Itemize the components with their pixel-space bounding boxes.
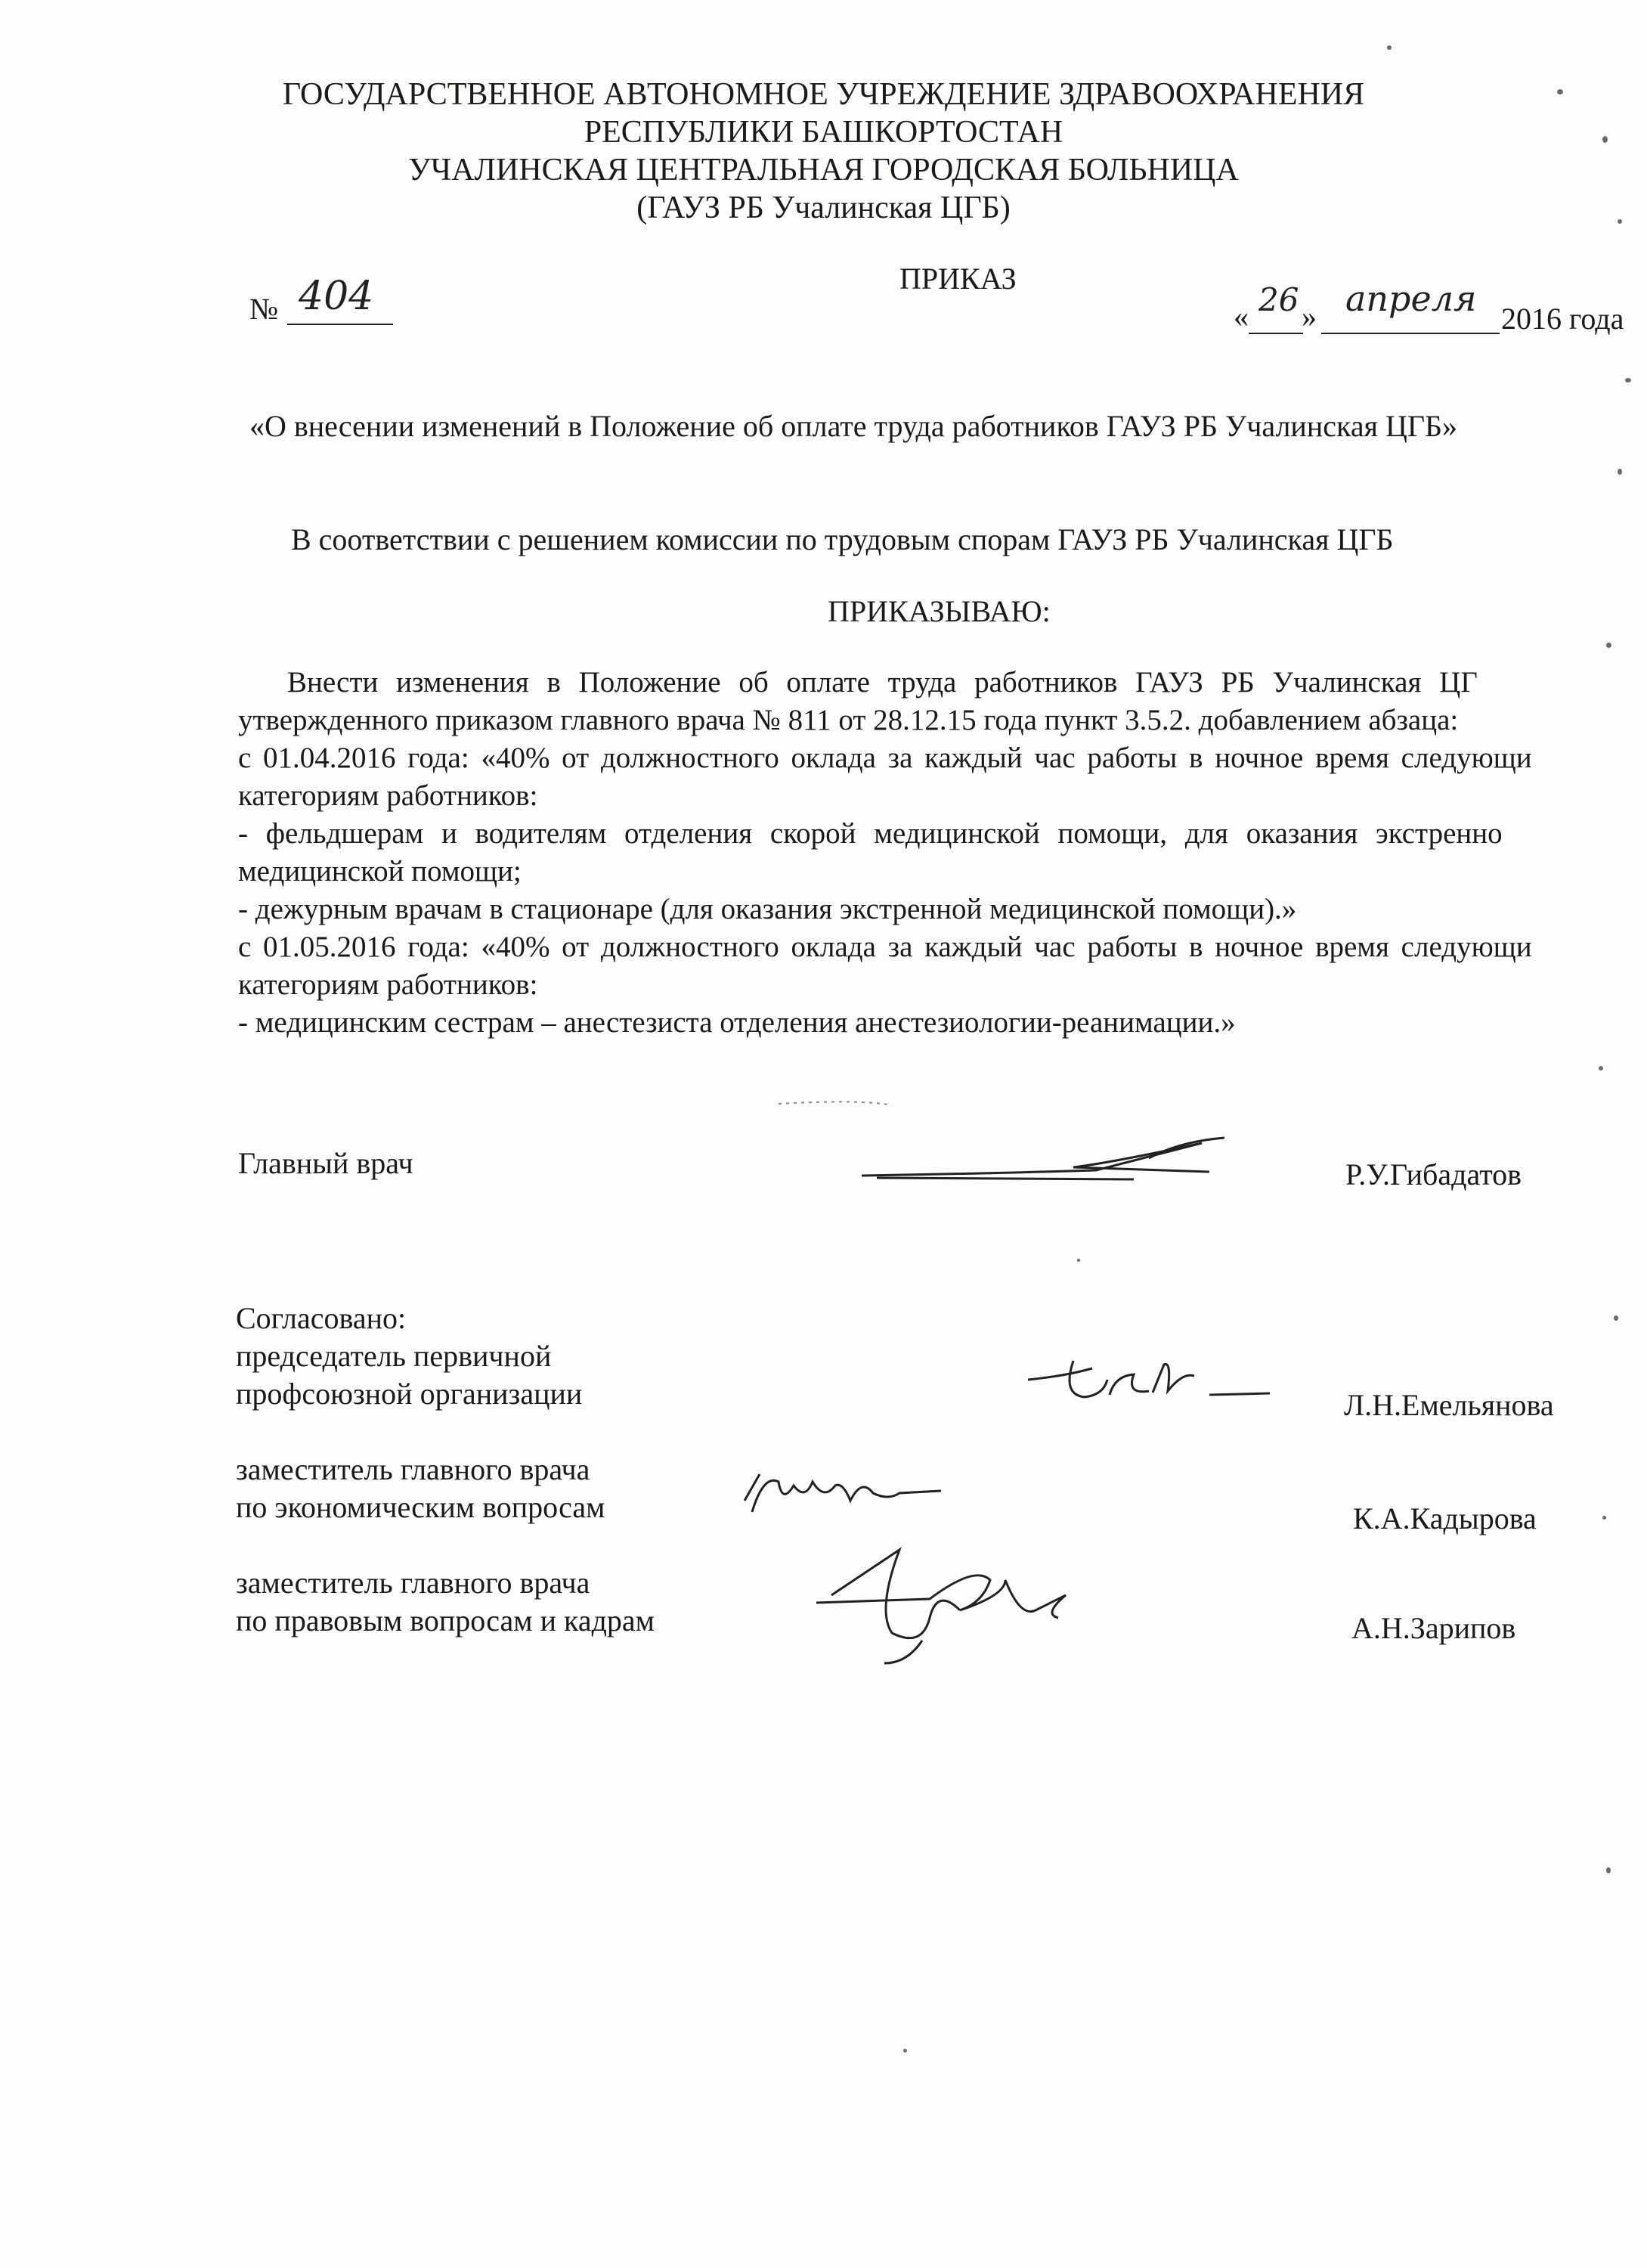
scan-speck	[903, 2049, 907, 2053]
order-subject: «О внесении изменений в Положение об оплате труда работников ГАУЗ РБ Учалинская ЦГБ»	[249, 409, 1457, 443]
scan-speck	[1614, 1315, 1618, 1321]
org-name-line-3: УЧАЛИНСКАЯ ЦЕНТРАЛЬНАЯ ГОРОДСКАЯ БОЛЬНИЦА	[408, 153, 1239, 187]
scan-speck	[1602, 136, 1608, 143]
order-title: ПРИКАЗ	[899, 262, 1017, 296]
union-title-line-2: профсоюзной организации	[236, 1377, 583, 1411]
scan-speck	[1599, 1066, 1603, 1070]
order-number-handwritten: 404	[299, 274, 374, 319]
org-name-line-1: ГОСУДАРСТВЕННОЕ АВТОНОМНОЕ УЧРЕЖДЕНИЕ ЗДРАВООХРАНЕНИЯ	[282, 77, 1365, 112]
scan-speck	[1618, 219, 1622, 224]
union-name: Л.Н.Емельянова	[1344, 1388, 1554, 1422]
body-line-5: - фельдшерам и водителям отделения скорой медицинской помощи, для оказания экстренно	[238, 817, 1503, 850]
scan-speck	[1602, 1516, 1606, 1520]
body-line-6: медицинской помощи;	[238, 855, 522, 888]
econ-title-line-2: по экономическим вопросам	[236, 1490, 605, 1524]
scan-speck	[1618, 469, 1622, 475]
org-name-line-2: РЕСПУБЛИКИ БАШКОРТОСТАН	[584, 115, 1063, 150]
body-line-9: категориям работников:	[238, 968, 538, 1001]
order-number-prefix: №	[249, 292, 279, 326]
date-close-quote: »	[1302, 299, 1317, 333]
chief-name: Р.У.Гибадатов	[1345, 1157, 1522, 1191]
body-line-3: с 01.04.2016 года: «40% от должностного оклада за каждый час работы в ночное время следующи	[238, 742, 1532, 774]
org-short-name: (ГАУЗ РБ Учалинская ЦГБ)	[636, 191, 1011, 225]
chief-signature	[847, 1089, 1240, 1194]
legal-title-line-1: заместитель главного врача	[236, 1566, 590, 1600]
date-month-underline	[1321, 333, 1500, 334]
date-open-quote: «	[1234, 299, 1249, 333]
date-day-handwritten: 26	[1258, 281, 1299, 318]
scan-speck	[1606, 643, 1611, 648]
scan-speck	[1557, 89, 1563, 94]
body-line-8: с 01.05.2016 года: «40% от должностного оклада за каждый час работы в ночное время следующи	[238, 931, 1532, 963]
scan-speck	[1625, 378, 1631, 383]
econ-title-line-1: заместитель главного врача	[236, 1452, 590, 1486]
scan-speck	[1077, 1259, 1080, 1262]
order-number-underline	[287, 324, 393, 325]
date-month-handwritten: апреля	[1345, 278, 1477, 319]
legal-name: А.Н.Зарипов	[1351, 1611, 1516, 1645]
body-line-10: - медицинским сестрам – анестезиста отделения анестезиологии-реанимации.»	[238, 1006, 1236, 1039]
body-line-2: утвержденного приказом главного врача № 811 от 28.12.15 года пункт 3.5.2. добавлением абзаца:	[238, 704, 1459, 736]
legal-title-line-2: по правовым вопросам и кадрам	[236, 1603, 655, 1637]
date-day-underline	[1249, 333, 1303, 334]
econ-name: К.А.Кадырова	[1353, 1501, 1537, 1535]
chief-title: Главный врач	[238, 1146, 413, 1180]
body-line-4: категориям работников:	[238, 779, 538, 812]
econ-signature	[737, 1459, 949, 1527]
legal-signature	[809, 1520, 1111, 1678]
union-signature	[1020, 1338, 1277, 1421]
agreed-label: Согласовано:	[236, 1301, 407, 1335]
date-year: 2016 года	[1501, 302, 1624, 336]
scan-speck	[1387, 45, 1392, 50]
union-title-line-1: председатель первичной	[236, 1339, 552, 1373]
body-line-1: Внести изменения в Положение об оплате труда работников ГАУЗ РБ Учалинская ЦГ	[287, 666, 1478, 699]
body-line-7: - дежурным врачам в стационаре (для оказания экстренной медицинской помощи).»	[238, 893, 1297, 925]
order-command: ПРИКАЗЫВАЮ:	[828, 594, 1051, 628]
order-basis: В соответствии с решением комиссии по трудовым спорам ГАУЗ РБ Учалинская ЦГБ	[291, 522, 1394, 556]
scan-speck	[1606, 1867, 1611, 1873]
